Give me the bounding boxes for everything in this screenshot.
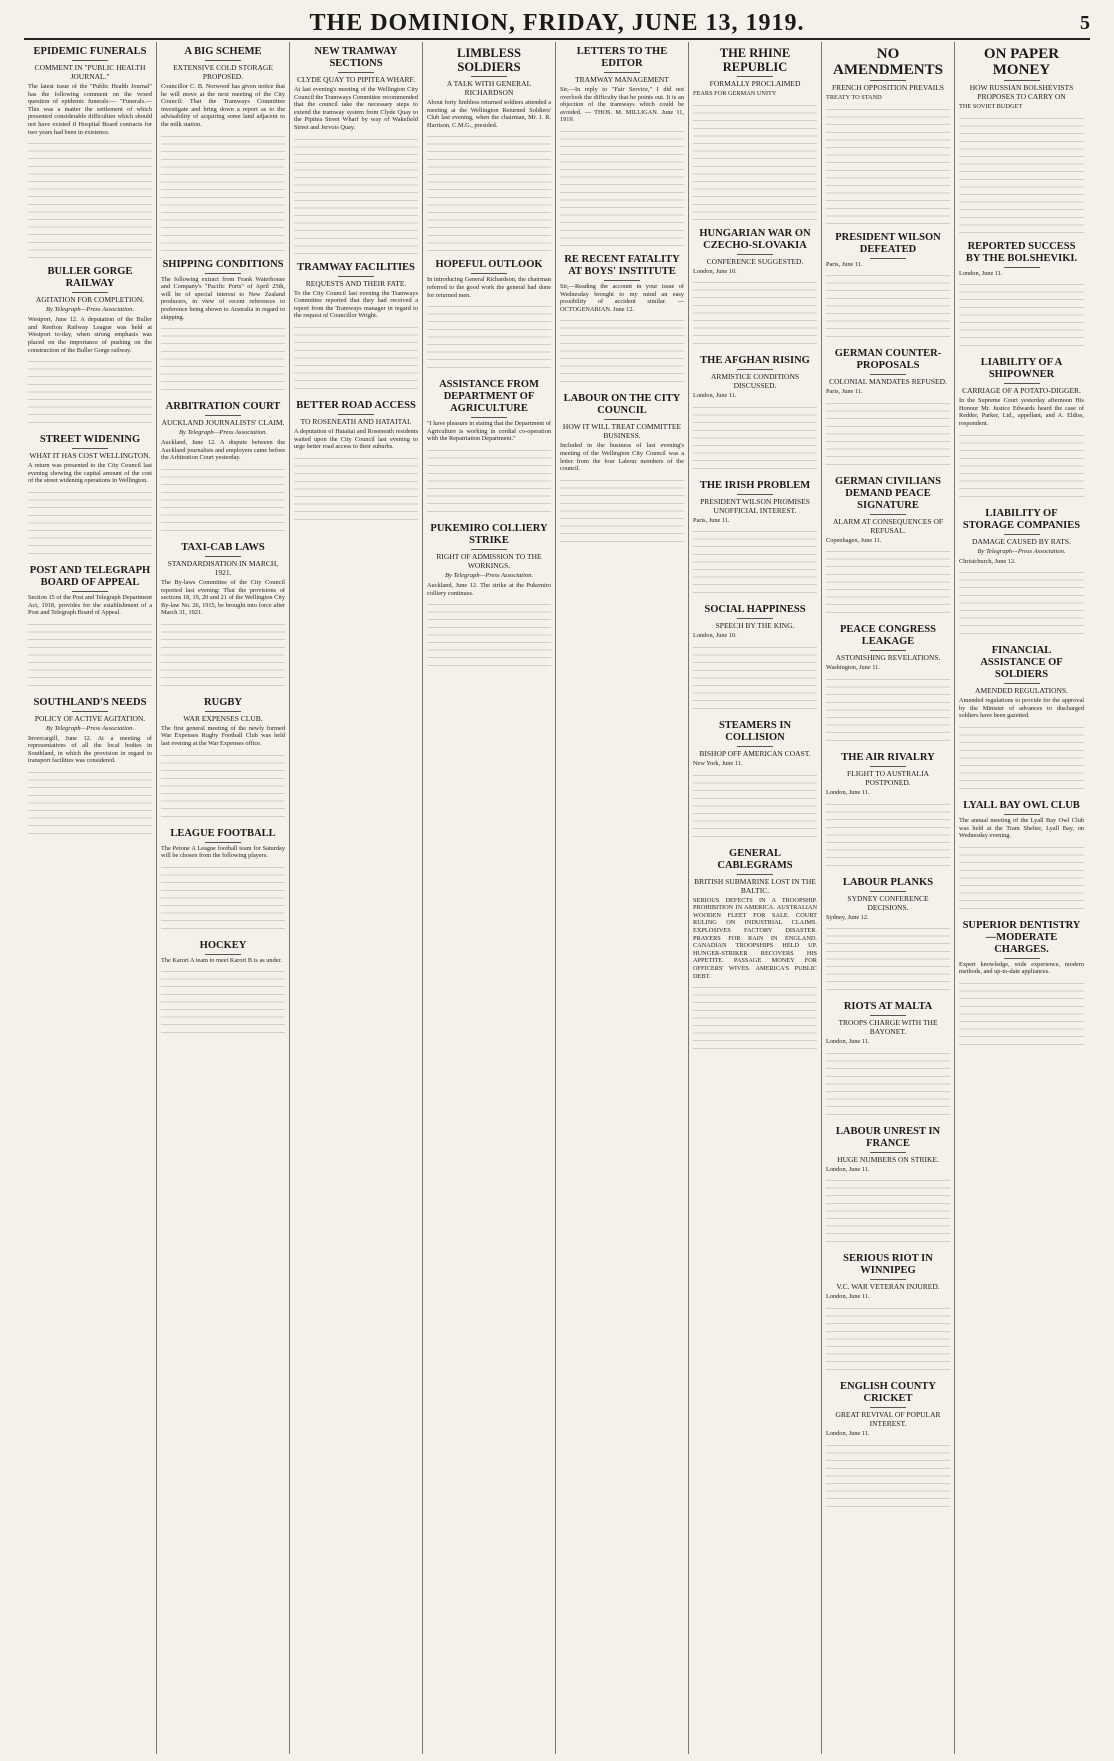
- article-subhead: TROOPS CHARGE WITH THE BAYONET.: [838, 1018, 938, 1037]
- article-subhead: CARRIAGE OF A POTATO-DIGGER.: [962, 386, 1081, 396]
- article-body: Washington, June 11.: [826, 664, 880, 672]
- article-headline: LABOUR ON THE CITY COUNCIL: [563, 393, 681, 417]
- article-subhead: HOW IT WILL TREAT COMMITTEE BUSINESS.: [562, 422, 682, 441]
- article: [693, 720, 817, 840]
- headline-rule: [1004, 383, 1040, 384]
- article-headline: HUNGARIAN WAR ON CZECHO-SLOVAKIA: [699, 227, 811, 251]
- article-body: Auckland, June 12. The strike at the Pukemiro colliery continues.: [427, 581, 551, 597]
- article-subhead: AUCKLAND JOURNALISTS' CLAIM.: [161, 418, 285, 428]
- headline-rule: [870, 1152, 906, 1153]
- article: [161, 259, 285, 394]
- article-body: Amended regulations to provide for the approval by the Minister of advances to discharged soldiers have been gazetted.: [959, 697, 1084, 720]
- article-body: The Petone A League football team for Saturday will be chosen from the following players.: [161, 844, 285, 860]
- headline-rule: [471, 417, 507, 418]
- headline-rule: [205, 60, 241, 61]
- article: [28, 565, 152, 689]
- article-text-lines: [693, 642, 817, 712]
- article-headline: NO AMENDMENTS: [832, 46, 943, 78]
- article-text-lines: [427, 445, 551, 515]
- article: [826, 1126, 950, 1246]
- article-subhead: HOW RUSSIAN BOLSHEVISTS PROPOSES TO CARRY ON: [969, 83, 1074, 101]
- headline-rule: [737, 76, 773, 77]
- article-headline: THE AFGHAN RISING: [700, 355, 810, 367]
- article-text-lines: [826, 104, 950, 224]
- article-body: London, June 10.: [693, 267, 737, 275]
- article-subhead: POLICY OF ACTIVE AGITATION.: [34, 713, 146, 723]
- article-body: Invercargill, June 12. At a meeting of representatives of all the local bodies in Southland, in which the provision in regard to transport facilities was considered.: [28, 734, 152, 765]
- headline-rule: [737, 874, 773, 875]
- article-headline: SOCIAL HAPPINESS: [704, 604, 806, 616]
- article-body: Paris, June 11.: [693, 516, 730, 524]
- page-number: 5: [1080, 12, 1090, 34]
- article-text-lines: [693, 982, 817, 1052]
- article-headline: THE IRISH PROBLEM: [699, 479, 811, 491]
- article-headline: SHIPPING CONDITIONS: [162, 258, 284, 270]
- article: [826, 1381, 950, 1510]
- article-subhead: REQUESTS AND THEIR FATE.: [305, 278, 407, 288]
- article-subhead: AGITATION FOR COMPLETION.: [35, 295, 145, 305]
- article: [560, 46, 684, 246]
- headline-rule: [471, 549, 507, 550]
- article-text-lines: [28, 767, 152, 837]
- article-subhead: A TALK WITH GENERAL RICHARDSON: [446, 79, 532, 97]
- headline-rule: [604, 72, 640, 73]
- article-headline: HOCKEY: [199, 939, 247, 951]
- article-headline: THE RHINE REPUBLIC: [719, 46, 791, 74]
- article: [959, 645, 1084, 792]
- article: [28, 266, 152, 426]
- article-headline: EPIDEMIC FUNERALS: [33, 46, 147, 57]
- article-headline: RE RECENT FATALITY AT BOYS' INSTITUTE: [564, 253, 680, 277]
- article-body: In the Supreme Court yesterday afternoon His Honour Mr. Justice Edwards heard the case of Redder, Parker, Ltd., appellant, and A. Eldiss, respondent.: [959, 397, 1084, 427]
- article: [693, 848, 817, 1053]
- article-headline: PUKEMIRO COLLIERY STRIKE: [430, 522, 548, 546]
- headline-rule: [870, 80, 906, 81]
- article-body: The annual meeting of the Lyall Bay Owl Club was held at the Tram Shelter, Lyall Bay, on Wednesday evening.: [959, 816, 1084, 840]
- headline-rule: [471, 273, 507, 274]
- article: [28, 434, 152, 557]
- article-byline: By Telegraph—Press Association.: [45, 306, 135, 314]
- article-subhead: BRITISH SUBMARINE LOST IN THE BALTIC.: [694, 876, 816, 895]
- article-headline: ASSISTANCE FROM DEPARTMENT OF AGRICULTURE: [439, 379, 539, 415]
- article: [161, 401, 285, 534]
- article-body: Included in the business of last evening's meeting of the Wellington City Council was a letter from the four Labour members of the council.: [560, 442, 684, 473]
- article-text-lines: [560, 126, 684, 246]
- headline-rule: [338, 414, 374, 415]
- article: [294, 400, 418, 523]
- article-headline: LIMBLESS SOLDIERS: [457, 46, 521, 74]
- article: [560, 393, 684, 544]
- article-subhead: V.C. WAR VETERAN INJURED.: [836, 1282, 940, 1292]
- article: [826, 348, 950, 468]
- article: [693, 604, 817, 712]
- headline-rule: [737, 746, 773, 747]
- headline-rule: [205, 273, 241, 274]
- article-headline: GERMAN CIVILIANS DEMAND PEACE SIGNATURE: [835, 475, 941, 511]
- article: [826, 476, 950, 617]
- headline-rule: [72, 60, 108, 61]
- article-headline: ARBITRATION COURT: [165, 401, 281, 413]
- article-body: London, June 11.: [826, 1293, 870, 1301]
- article-headline: LABOUR UNREST IN FRANCE: [835, 1125, 941, 1149]
- article: [161, 542, 285, 689]
- article-subhead: RIGHT OF ADMISSION TO THE WORKINGS.: [436, 551, 542, 570]
- headline-rule: [870, 374, 906, 375]
- article-subhead: DAMAGE CAUSED BY RATS.: [972, 536, 1071, 546]
- headline-rule: [604, 280, 640, 281]
- article-headline: LEAGUE FOOTBALL: [170, 827, 276, 839]
- article-subhead: ARMISTICE CONDITIONS DISCUSSED.: [710, 372, 800, 391]
- article-headline: PEACE CONGRESS LEAKAGE: [840, 624, 936, 648]
- article: [161, 940, 285, 1037]
- article-headline: TAXI-CAB LAWS: [181, 541, 265, 553]
- article-body: London, June 11.: [959, 269, 1003, 277]
- article-text-lines: [560, 475, 684, 545]
- article: [826, 232, 950, 341]
- article-text-lines: [28, 356, 152, 426]
- headline-rule: [870, 514, 906, 515]
- article: [826, 877, 950, 994]
- article-body: Paris, June 11.: [826, 388, 863, 396]
- headline-rule: [1004, 267, 1040, 268]
- article: [560, 254, 684, 385]
- article-headline: LIABILITY OF A SHIPOWNER: [980, 357, 1063, 381]
- article-text-lines: [959, 567, 1084, 637]
- column-6: [689, 42, 822, 1754]
- headline-rule: [737, 369, 773, 370]
- article-text-lines: [826, 799, 950, 869]
- article-headline: GENERAL CABLEGRAMS: [717, 847, 793, 871]
- article-text-lines: [826, 1175, 950, 1245]
- headline-rule: [72, 711, 108, 712]
- article-subhead: COLONIAL MANDATES REFUSED.: [829, 377, 947, 387]
- headline-rule: [1004, 958, 1040, 959]
- article-text-lines: [427, 301, 551, 371]
- headline-rule: [205, 556, 241, 557]
- article-headline: RUGBY: [204, 696, 242, 708]
- headline-rule: [870, 650, 906, 651]
- article-subhead: WHAT IT HAS COST WELLINGTON.: [29, 451, 151, 461]
- article-subhead: FORMALLY PROCLAIMED: [709, 79, 801, 88]
- article-body: New York, June 11.: [693, 759, 743, 767]
- article: [959, 46, 1084, 233]
- article-body: Christchurch, June 12.: [959, 557, 1016, 565]
- article: [826, 1001, 950, 1118]
- article-body: London, June 11.: [826, 1165, 870, 1173]
- article-byline: By Telegraph—Press Association.: [178, 429, 268, 437]
- article: [427, 379, 551, 515]
- article-text-lines: [826, 546, 950, 616]
- article-body: Sir,—In reply to "Fair Service," I did not overlook the difficulty that he points out. It is an objection of the tramways which could be avoided. — THOS. M. MILLIGAN. June 11, 1919.: [560, 86, 684, 124]
- headline-rule: [72, 591, 108, 592]
- article-body: The latest issue of the "Public Health Journal" has the following comment on the vexed question of epidemic funerals:— "Funerals.—This was a matter the settlement of which presented considerable difficulties which should not have existed if Hospital Board contracts for two years had been in existence.: [28, 83, 152, 136]
- article-headline: PRESIDENT WILSON DEFEATED: [835, 231, 941, 255]
- article-subhead: WAR EXPENSES CLUB.: [183, 713, 263, 723]
- article-text-lines: [161, 619, 285, 689]
- article-body: To the City Council last evening the Tramways Committee reported that they had received a report from the Tramways manager in regard to the request of Councillor Wright.: [294, 289, 418, 320]
- column-8: [955, 42, 1088, 1754]
- article-headline: LABOUR PLANKS: [842, 876, 934, 888]
- article: [161, 828, 285, 932]
- article-text-lines: [693, 402, 817, 472]
- column-7: [822, 42, 955, 1754]
- article: [294, 262, 418, 392]
- article-subhead: ALARM AT CONSEQUENCES OF REFUSAL.: [832, 516, 944, 535]
- article-headline: GERMAN COUNTER-PROPOSALS: [834, 348, 942, 372]
- article-body: London, June 11.: [826, 788, 870, 796]
- article-headline: STREET WIDENING: [39, 434, 141, 446]
- article-text-lines: [427, 131, 551, 251]
- headline-rule: [72, 448, 108, 449]
- headline-rule: [72, 292, 108, 293]
- article-headline: FINANCIAL ASSISTANCE OF SOLDIERS: [980, 645, 1063, 681]
- article-body: The By-laws Committee of the City Council reported last evening: That the provisions of sections 18, 19, 20 and 21 of the Wellington City By-law No. 26, 1915, be brought into force after March 31, 1921.: [161, 578, 285, 617]
- article-text-lines: [959, 430, 1084, 500]
- article-subhead: TRAMWAY MANAGEMENT: [575, 75, 669, 84]
- article-body: Councillor C. B. Norwood has given notice that he will move at the next meeting of the City Council: That the Tramways Committee investigate and bring down a report as to the advisability of acquiring some land adjacent to the milk station.: [161, 83, 285, 128]
- article-body: Sydney, June 12.: [826, 913, 869, 921]
- article-text-lines: [826, 1303, 950, 1373]
- article-subhead: ASTONISHING REVELATIONS.: [835, 653, 941, 663]
- article: [161, 46, 285, 251]
- column-2: [157, 42, 290, 1754]
- article-subhead: CONFERENCE SUGGESTED.: [706, 256, 804, 266]
- article-body: London, June 11.: [826, 1038, 870, 1046]
- article-subhead: PRESIDENT WILSON PROMISES UNOFFICIAL INTEREST.: [700, 496, 810, 515]
- headline-rule: [205, 954, 241, 955]
- article-byline: By Telegraph—Press Association.: [45, 724, 135, 732]
- headline-rule: [870, 891, 906, 892]
- article-body: "I have pleasure in stating that the Department of Agriculture is working in cordial co-operation with the Repatriation Department.": [427, 420, 551, 443]
- headline-rule: [1004, 80, 1040, 81]
- article-subhead: SPEECH BY THE KING.: [715, 621, 795, 631]
- article-text-lines: [28, 487, 152, 557]
- headline-rule: [870, 1015, 906, 1016]
- headline-rule: [737, 254, 773, 255]
- article-text-lines: [161, 862, 285, 932]
- headline-rule: [737, 618, 773, 619]
- article-text-lines: [294, 322, 418, 392]
- article-text-lines: [959, 722, 1084, 792]
- article-headline: SOUTHLAND'S NEEDS: [33, 696, 147, 708]
- article: [427, 46, 551, 251]
- article: [693, 480, 817, 597]
- article-headline: RIOTS AT MALTA: [843, 1001, 933, 1013]
- article-body: Paris, June 11.: [826, 260, 863, 268]
- article: [959, 920, 1084, 1048]
- headline-rule: [870, 766, 906, 767]
- headline-rule: [338, 276, 374, 277]
- article-text-lines: [826, 270, 950, 340]
- article-headline: BULLER GORGE RAILWAY: [47, 266, 133, 290]
- article-headline: BETTER ROAD ACCESS: [296, 399, 416, 411]
- article-body: About forty limbless returned soldiers attended a meeting at the Wellington Returned Soldiers' Club last evening, when the chairman, Mr. J. R. Harrison, C.M.G., presided.: [427, 99, 551, 129]
- headline-rule: [1004, 814, 1040, 815]
- article-body: Auckland, June 12. A dispute between the Auckland journalists and employers came before the Arbitration Court yesterday.: [161, 439, 285, 462]
- article-body: Westport, June 12. A deputation of the Buller and Reefton Railway League was held at Westport to-day, when strong emphasis was placed on the importance of pushing on the construction of the Buller Gorge railway.: [28, 316, 152, 354]
- article: [826, 46, 950, 224]
- article-subhead: FLIGHT TO AUSTRALIA POSTPONED.: [846, 768, 930, 787]
- article-text-lines: [826, 674, 950, 744]
- headline-rule: [471, 76, 507, 77]
- article-body: SERIOUS DEFECTS IN A TROOPSHIP. PROHIBITION IN AMERICA. AUSTRALIAN WOODEN FLEET FOR SALE. COURT RULING ON INDUSTRIAL CLAIMS. EXPLOSIVES FACTORY DISASTER. PRAYERS FOR RAIN IN ENGLAND. CANADIAN TROOPSHIPS HELD UP. HUNGER-STRIKER RECOVERS HIS APPETITE. PASSAGE MONEY FOR OFFICERS' WIVES. AMERICA'S PUBLIC DEBT.: [693, 896, 817, 980]
- article: [959, 800, 1084, 912]
- article-headline: SERIOUS RIOT IN WINNIPEG: [843, 1253, 933, 1277]
- article-subhead: SYDNEY CONFERENCE DECISIONS.: [847, 893, 929, 912]
- article-body: A return was presented to the City Council last evening showing the capital amount of the cost of the street widening operations in Wellington.: [28, 462, 152, 485]
- article-subhead: HUGE NUMBERS ON STRIKE.: [837, 1154, 939, 1164]
- article-text-lines: [28, 138, 152, 258]
- article-body: Sir,—Reading the account in your issue of Wednesday brought to my mind an easy possibility of accident similar. — OCTOGENARIAN. June 12.: [560, 282, 684, 313]
- article-text-lines: [693, 526, 817, 596]
- article: [693, 228, 817, 348]
- article: [826, 752, 950, 869]
- headline-rule: [870, 1279, 906, 1280]
- article: [161, 697, 285, 820]
- article-body: A deputation of Hataitai and Roseneath residents waited upon the City Council last evening to urge better road access to their suburbs.: [294, 427, 418, 451]
- article-headline: NEW TRAMWAY SECTIONS: [314, 46, 398, 69]
- article-text-lines: [959, 842, 1084, 912]
- article-text-lines: [294, 453, 418, 523]
- article-headline: THE AIR RIVALRY: [841, 751, 935, 763]
- article-text-lines: [161, 464, 285, 534]
- article-subhead: FRENCH OPPOSITION PREVAILS: [832, 83, 944, 92]
- article-text-lines: [161, 750, 285, 820]
- article: [427, 523, 551, 669]
- headline-rule: [1004, 683, 1040, 684]
- article-text-lines: [693, 277, 817, 347]
- article-headline: TRAMWAY FACILITIES: [297, 261, 415, 273]
- article-headline: LIABILITY OF STORAGE COMPANIES: [962, 507, 1081, 531]
- article-text-lines: [693, 100, 817, 220]
- article-body: Expert knowledge, wide experience, modern methods, and up-to-date appliances.: [959, 960, 1084, 976]
- article: [826, 624, 950, 744]
- article-body: The following extract from Frank Waterhouse and Company's "Pacific Ports" of April 25th, will be of special interest to New Zealand producers, in view of recent references to preference being shown to Australia in regard to shipping.: [161, 275, 285, 321]
- article-body: London, June 11.: [693, 392, 737, 400]
- article-text-lines: [826, 1440, 950, 1510]
- article-byline: By Telegraph—Press Association.: [444, 571, 534, 579]
- article-text-lines: [161, 966, 285, 1036]
- article-headline: SUPERIOR DENTISTRY—MODERATE CHARGES.: [962, 919, 1081, 955]
- article-body: The first general meeting of the newly formed War Expenses Rugby Football Club was held last evening at the War Expenses office.: [161, 724, 285, 748]
- article-text-lines: [826, 923, 950, 993]
- column-3: [290, 42, 423, 1754]
- article: [959, 241, 1084, 350]
- article-subhead: EXTENSIVE COLD STORAGE PROPOSED.: [173, 63, 273, 81]
- article-body: Copenhagen, June 11.: [826, 536, 882, 544]
- article-subhead: TO ROSENEATH AND HATAITAI.: [300, 416, 412, 426]
- article-body: Section 15 of the Post and Telegraph Department Act, 1918, provides for the establishment of a Post and Telegraph Board of Appeal.: [28, 593, 152, 617]
- article-body: London, June 10.: [693, 632, 737, 640]
- article-subhead: BISHOP OFF AMERICAN COAST.: [699, 748, 811, 758]
- article-headline: LETTERS TO THE EDITOR: [576, 46, 668, 69]
- headline-rule: [205, 711, 241, 712]
- article-subhead: GREAT REVIVAL OF POPULAR INTEREST.: [835, 1409, 941, 1428]
- masthead: [24, 8, 1090, 40]
- article-body: FEARS FOR GERMAN UNITY: [693, 90, 777, 97]
- article: [959, 508, 1084, 638]
- article-text-lines: [161, 131, 285, 251]
- article: [693, 46, 817, 220]
- article-headline: ENGLISH COUNTY CRICKET: [840, 1380, 936, 1404]
- article-text-lines: [959, 113, 1084, 233]
- newspaper-title: THE DOMINION, FRIDAY, JUNE 13, 1919.: [309, 10, 805, 36]
- article-text-lines: [161, 323, 285, 393]
- article: [826, 1253, 950, 1373]
- headline-rule: [338, 72, 374, 73]
- article-body: TREATY TO STAND: [826, 94, 882, 101]
- headline-rule: [870, 258, 906, 259]
- article-text-lines: [693, 770, 817, 840]
- article-text-lines: [294, 134, 418, 254]
- article-headline: STEAMERS IN COLLISION: [718, 719, 792, 743]
- headline-rule: [604, 419, 640, 420]
- article-text-lines: [826, 398, 950, 468]
- headline-rule: [205, 415, 241, 416]
- article-body: In introducing General Richardson, the chairman referred to the good work the general had done for returned men.: [427, 276, 551, 299]
- article-body: London, June 11.: [826, 1429, 870, 1437]
- article-body: THE SOVIET BUDGET: [959, 103, 1023, 110]
- article: [693, 355, 817, 472]
- article-byline: By Telegraph—Press Association.: [977, 547, 1066, 555]
- article-headline: LYALL BAY OWL CLUB: [963, 799, 1080, 811]
- article-subhead: COMMENT IN "PUBLIC HEALTH JOURNAL.": [34, 63, 146, 81]
- article-subhead: AMENDED REGULATIONS.: [975, 686, 1068, 696]
- article-body: The Karori A team to meet Karori B is as under.: [161, 956, 282, 964]
- article: [294, 46, 418, 254]
- article: [28, 697, 152, 837]
- article-text-lines: [959, 279, 1084, 349]
- article-headline: HOPEFUL OUTLOOK: [435, 259, 543, 271]
- article-text-lines: [427, 599, 551, 669]
- article-subhead: STANDARDISATION IN MARCH, 1921.: [167, 558, 279, 577]
- article-body: At last evening's meeting of the Wellington City Council the Tramways Committee recommended that the council take the necessary steps to extend the tramway system from Clyde Quay to the Pipitea Street Wharf by way of Wakefield Street and Jervois Quay.: [294, 86, 418, 131]
- article-headline: A BIG SCHEME: [184, 46, 262, 57]
- article-headline: ON PAPER MONEY: [983, 46, 1060, 78]
- article-headline: REPORTED SUCCESS BY THE BOLSHEVIKI.: [965, 240, 1078, 264]
- column-5: [556, 42, 689, 1754]
- article-text-lines: [28, 619, 152, 689]
- article-text-lines: [959, 978, 1084, 1048]
- article-text-lines: [826, 1048, 950, 1118]
- headline-rule: [1004, 534, 1040, 535]
- article: [959, 357, 1084, 499]
- article-text-lines: [560, 315, 684, 385]
- article: [427, 259, 551, 371]
- headline-rule: [870, 1407, 906, 1408]
- article-subhead: CLYDE QUAY TO PIPITEA WHARF.: [297, 75, 415, 84]
- headline-rule: [205, 842, 241, 843]
- column-1: [24, 42, 157, 1754]
- headline-rule: [737, 494, 773, 495]
- article: [28, 46, 152, 258]
- article-headline: POST AND TELEGRAPH BOARD OF APPEAL: [29, 564, 151, 588]
- newspaper-columns: [24, 42, 1090, 1754]
- column-4: [423, 42, 556, 1754]
